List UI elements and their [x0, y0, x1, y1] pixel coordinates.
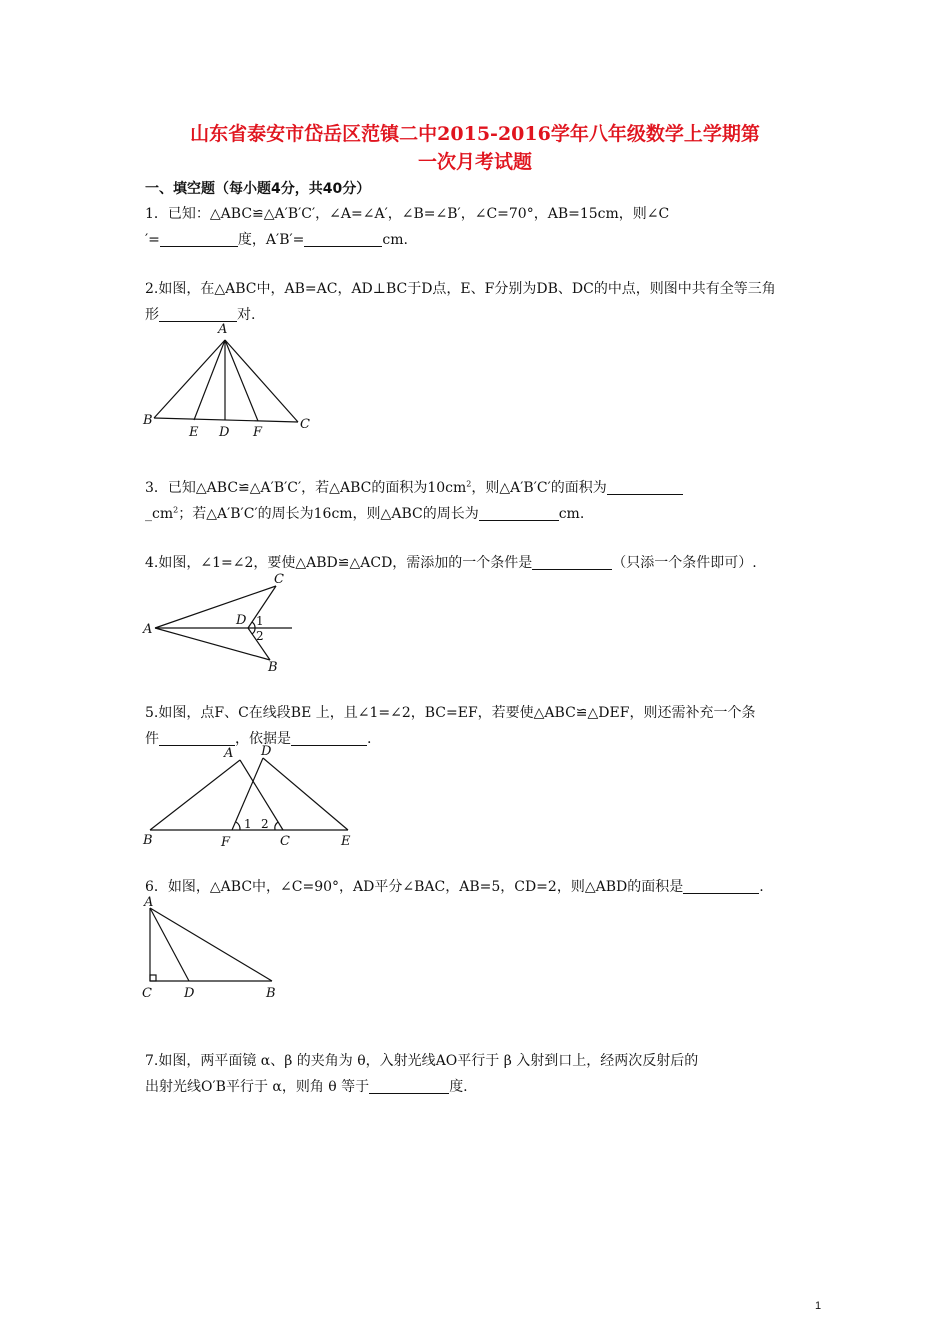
- q2-label-a: A: [218, 322, 228, 337]
- q3-line1: [145, 477, 683, 497]
- q6-figure: [140, 893, 290, 1005]
- q2-label-c: C: [300, 417, 310, 432]
- q2-label-b: B: [143, 413, 153, 428]
- q1-text-a: ′=: [145, 232, 160, 248]
- q3-text-c: _cm: [145, 506, 174, 522]
- q7-blank[interactable]: [369, 1079, 449, 1094]
- q1-text-c: cm.: [382, 232, 408, 248]
- q4-text-a: 4.如图，∠1=∠2，要使△ABD≌△ACD，需添加的一个条件是: [145, 555, 533, 571]
- q6-label-b: B: [266, 986, 276, 1001]
- q7-text-b: 度.: [449, 1079, 468, 1095]
- q4-label-b: B: [268, 660, 278, 675]
- q5-line1: 5.如图，点F、C在线段BE 上，且∠1=∠2，BC=EF，若要使△ABC≌△DEF，则还需补充一个条: [145, 705, 756, 721]
- q3-text-b: ，则△A′B′C′的面积为: [471, 480, 607, 496]
- q2-segment-ab: [154, 340, 225, 418]
- q6-text-b: .: [759, 879, 764, 895]
- q2-segment-bc: [154, 418, 298, 422]
- q2-segment-af: [225, 340, 258, 421]
- q3-sup-1: 2: [466, 479, 472, 489]
- q2-line1: 2.如图，在△ABC中，AB=AC，AD⊥BC于D点，E、F分别为DB、DC的中点，则图中共有全等三角: [145, 281, 776, 297]
- q6-right-angle-mark: [150, 975, 156, 981]
- q6-segment-ad: [150, 908, 189, 981]
- q1-blank-1[interactable]: [160, 232, 238, 247]
- q2-segment-ae: [194, 340, 225, 420]
- q5-text-c: .: [367, 731, 372, 747]
- q1-blank-2[interactable]: [304, 232, 382, 247]
- q6-label-c: C: [142, 986, 152, 1001]
- q5-label-f: F: [221, 835, 231, 850]
- q6-text-a: 6．如图，△ABC中，∠C=90°，AD平分∠BAC，AB=5，CD=2，则△ABD的面积是: [145, 879, 684, 895]
- q6-label-d: D: [184, 986, 195, 1001]
- q1-line1: 1．已知：△ABC≌△A′B′C′，∠A=∠A′，∠B=∠B′，∠C=70°，AB=15cm，则∠C: [145, 206, 670, 222]
- q2-label-e: E: [189, 425, 199, 440]
- q6-label-a: A: [144, 895, 154, 910]
- q3-blank-1[interactable]: [607, 480, 683, 495]
- q3-text-a: 3．已知△ABC≌△A′B′C′，若△ABC的面积为10cm: [145, 480, 467, 496]
- q2-text-a: 形: [145, 307, 159, 323]
- q7-line1: 7.如图，两平面镜 α、β 的夹角为 θ，入射光线AO平行于 β 入射到口上，经两次反射后的: [145, 1053, 699, 1069]
- q4-label-d: D: [236, 613, 247, 628]
- q5-text-a: 件: [145, 731, 159, 747]
- q1-line2: [145, 229, 408, 249]
- q5-angle-2-arc: [275, 822, 278, 830]
- q4-figure: [140, 568, 300, 673]
- q5-label-a: A: [224, 746, 234, 761]
- section-heading: 一、填空题（每小题4分，共40分）: [145, 181, 371, 197]
- q5-angle-1-arc: [236, 822, 240, 830]
- q4-label-c: C: [274, 572, 284, 587]
- q5-label-c: C: [280, 834, 290, 849]
- q6-segment-ab: [150, 908, 272, 981]
- q5-figure: [140, 740, 360, 850]
- q3-text-d: ；若△A′B′C′的周长为16cm，则△ABC的周长为: [178, 506, 479, 522]
- q3-line2: [145, 503, 584, 523]
- q3-sup-2: 2: [173, 505, 179, 515]
- q3-blank-2[interactable]: [479, 506, 559, 521]
- q3-text-e: cm.: [558, 506, 585, 522]
- q2-label-f: F: [253, 425, 263, 440]
- q7-line2: [145, 1076, 468, 1096]
- q5-label-e: E: [341, 834, 351, 849]
- page-number: 1: [815, 1300, 822, 1312]
- q5-text-b: ，依据是: [235, 731, 291, 747]
- q5-label-d: D: [261, 744, 272, 759]
- q2-label-d: D: [219, 425, 230, 440]
- q4-label-angle-2: 2: [256, 629, 264, 643]
- q4-angle-2-arc: [252, 628, 255, 634]
- q5-label-angle-2: 2: [261, 817, 269, 831]
- q2-figure: [140, 318, 320, 443]
- document-title-line2: 一次月考试题: [417, 151, 532, 173]
- q4-label-angle-1: 1: [256, 614, 264, 628]
- q4-angle-1-arc: [252, 622, 255, 628]
- q6-blank[interactable]: [683, 879, 759, 894]
- document-title-line1: 山东省泰安市岱岳区范镇二中2015-2016学年八年级数学上学期第: [190, 123, 760, 145]
- q7-text-a: 出射光线O′B平行于 α，则角 θ 等于: [145, 1079, 370, 1095]
- q4-label-a: A: [143, 622, 153, 637]
- q5-segment-ba: [150, 760, 240, 830]
- q2-text-b: 对.: [237, 307, 256, 323]
- q2-segment-ac: [225, 340, 298, 422]
- q4-blank[interactable]: [532, 555, 612, 570]
- q1-text-b: 度，A′B′=: [237, 232, 305, 248]
- q5-label-angle-1: 1: [244, 817, 252, 831]
- q4-text-b: （只添一个条件即可）.: [612, 555, 757, 571]
- q5-label-b: B: [143, 833, 153, 848]
